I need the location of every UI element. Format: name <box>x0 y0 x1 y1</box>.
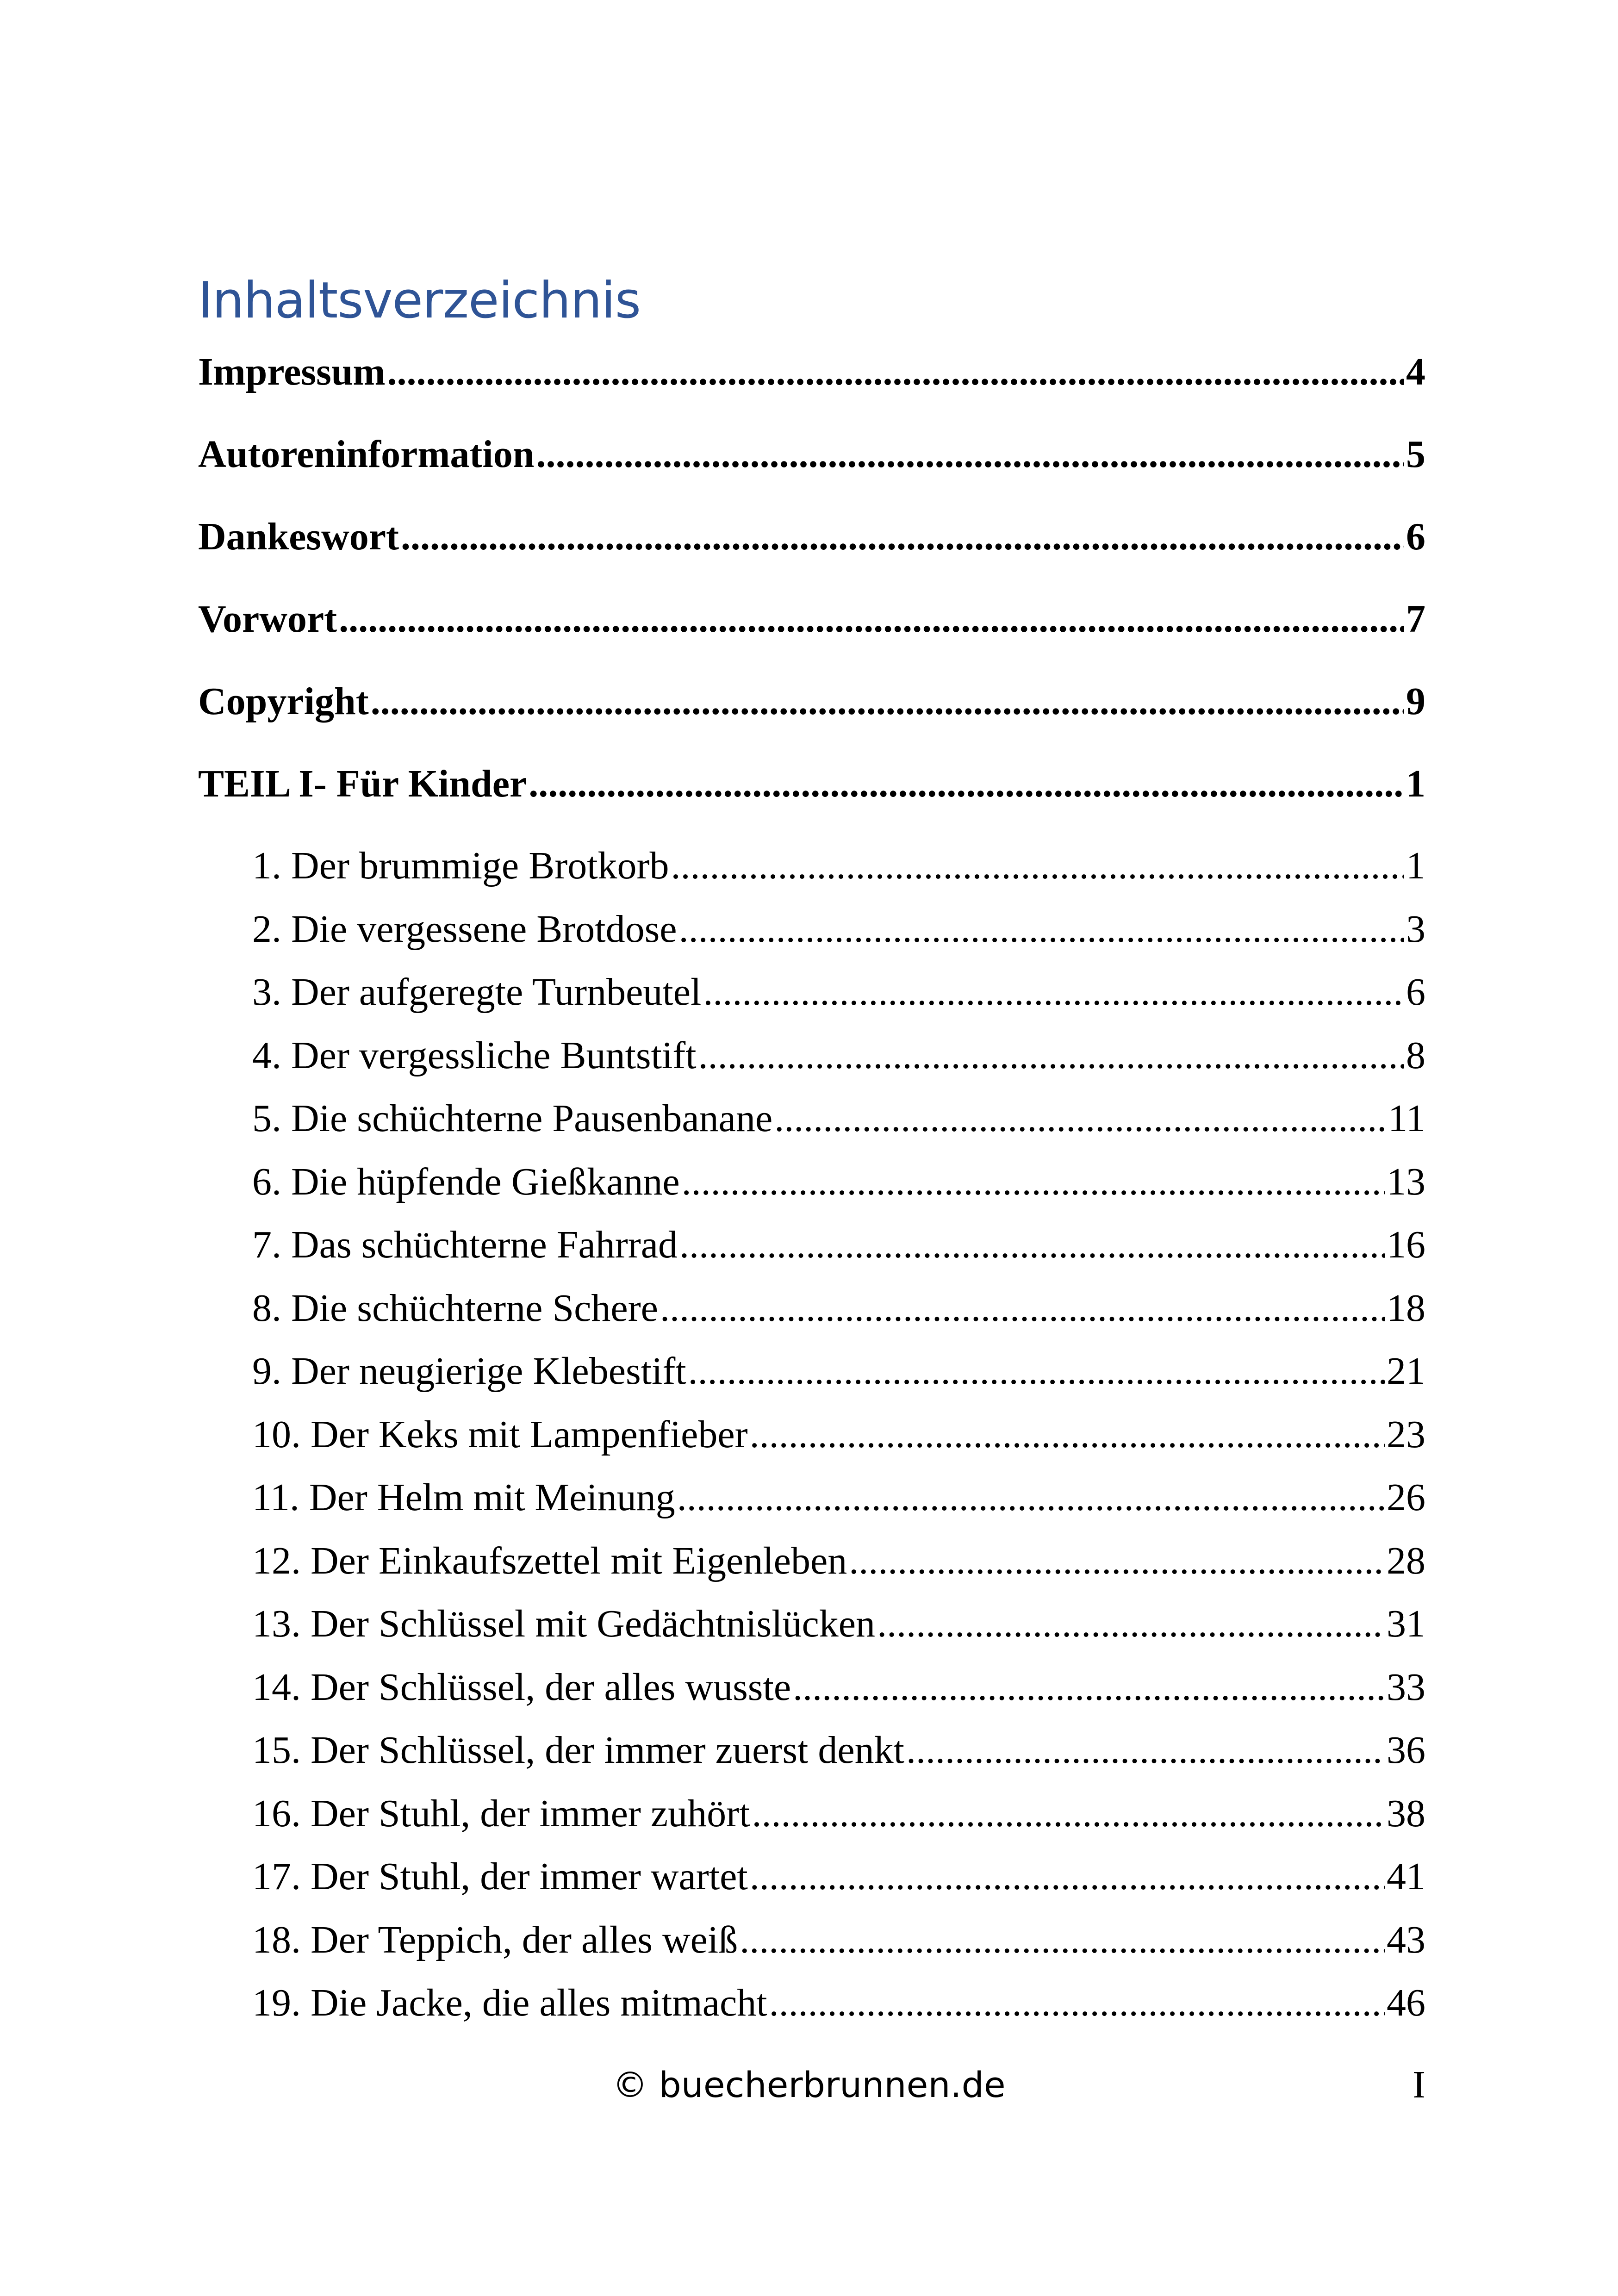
toc-entry-title: Impressum <box>198 350 386 393</box>
toc-subentry[interactable] <box>252 1470 1425 1525</box>
toc-subentry[interactable] <box>252 902 1425 957</box>
toc-entry-page: 5 <box>1406 433 1425 476</box>
toc-subentry[interactable] <box>252 1533 1425 1589</box>
dot-leader <box>387 344 1405 400</box>
toc-entry[interactable] <box>198 756 1425 812</box>
toc-subentry[interactable] <box>252 1596 1425 1652</box>
dot-leader <box>793 1660 1385 1715</box>
toc-subentry-page: 38 <box>1387 1792 1425 1835</box>
toc-subentry-title: 19. Die Jacke, die alles mitmacht <box>252 1981 767 2024</box>
dot-leader <box>682 1154 1385 1210</box>
toc-subentry-title: 16. Der Stuhl, der immer zuhört <box>252 1792 750 1835</box>
dot-leader <box>660 1281 1385 1336</box>
dot-leader <box>849 1533 1385 1589</box>
toc-subentry-page: 13 <box>1387 1160 1425 1203</box>
toc-subentry[interactable] <box>252 838 1425 894</box>
toc-subentry-page: 31 <box>1387 1602 1425 1645</box>
toc-subentry-title: 2. Die vergessene Brotdose <box>252 908 677 951</box>
toc-subentry-page: 16 <box>1387 1223 1425 1266</box>
toc-subentry-title: 10. Der Keks mit Lampenfieber <box>252 1413 748 1456</box>
toc-subentry-title: 6. Die hüpfende Gießkanne <box>252 1160 680 1203</box>
dot-leader <box>679 1217 1385 1273</box>
dot-leader <box>371 674 1404 729</box>
toc-entry-title: Vorwort <box>198 597 337 641</box>
toc-subentry-page: 43 <box>1387 1918 1425 1961</box>
toc-subentry-page: 23 <box>1387 1413 1425 1456</box>
toc-subentry-title: 7. Das schüchterne Fahrrad <box>252 1223 678 1266</box>
toc-entry-page: 4 <box>1406 350 1425 393</box>
dot-leader <box>906 1723 1385 1778</box>
toc-entry-title: Dankeswort <box>198 515 399 558</box>
toc-entry-page: 7 <box>1406 597 1425 641</box>
dot-leader <box>536 427 1404 482</box>
toc-subentry-title: 3. Der aufgeregte Turnbeutel <box>252 971 702 1014</box>
dot-leader <box>769 1975 1385 2031</box>
toc-subentry-title: 4. Der vergessliche Buntstift <box>252 1034 697 1077</box>
toc-subentry-page: 18 <box>1387 1287 1425 1330</box>
toc-subentry-title: 5. Die schüchterne Pausenbanane <box>252 1097 773 1140</box>
toc-entry-page: 1 <box>1406 762 1425 805</box>
dot-leader <box>774 1091 1386 1146</box>
dot-leader <box>698 1028 1404 1083</box>
dot-leader <box>877 1596 1385 1652</box>
toc-subentry-page: 26 <box>1387 1476 1425 1519</box>
toc-subentry[interactable] <box>252 1217 1425 1273</box>
toc-subentry[interactable] <box>252 1975 1425 2031</box>
dot-leader <box>671 838 1405 894</box>
dot-leader <box>740 1912 1385 1968</box>
dot-leader <box>677 1470 1385 1525</box>
toc-entry-title: Copyright <box>198 680 369 723</box>
toc-subentry-page: 33 <box>1387 1666 1425 1709</box>
dot-leader <box>529 756 1404 812</box>
footer-copyright: © buecherbrunnen.de <box>612 2064 1006 2105</box>
dot-leader <box>688 1344 1385 1399</box>
toc-subentry[interactable] <box>252 1028 1425 1083</box>
toc-subentry[interactable] <box>252 1344 1425 1399</box>
dot-leader <box>339 591 1404 647</box>
toc-subentry[interactable] <box>252 1912 1425 1968</box>
toc-subentry[interactable] <box>252 1091 1425 1146</box>
toc-subentry-title: 15. Der Schlüssel, der immer zuerst denkt <box>252 1729 904 1772</box>
toc-subentry-page: 36 <box>1387 1729 1425 1772</box>
toc-entry-title: Autoreninformation <box>198 433 535 476</box>
toc-subentry-page: 11 <box>1388 1097 1425 1140</box>
toc-subentry-page: 41 <box>1387 1855 1425 1898</box>
toc-entry[interactable] <box>198 674 1425 729</box>
toc-subentry-page: 1 <box>1406 844 1425 887</box>
toc-subentry[interactable] <box>252 1154 1425 1210</box>
toc-entry[interactable] <box>198 344 1425 400</box>
toc-subentry-page: 8 <box>1406 1034 1425 1077</box>
toc-subentry-page: 21 <box>1387 1350 1425 1393</box>
dot-leader <box>703 964 1404 1020</box>
toc-subentry-title: 11. Der Helm mit Meinung <box>252 1476 675 1519</box>
toc-subentry[interactable] <box>252 1660 1425 1715</box>
toc-subentry-title: 13. Der Schlüssel mit Gedächtnislücken <box>252 1602 876 1645</box>
toc-entry[interactable] <box>198 509 1425 565</box>
dot-leader <box>750 1407 1385 1462</box>
toc-subentry-page: 6 <box>1406 971 1425 1014</box>
toc-subentry-title: 8. Die schüchterne Schere <box>252 1287 658 1330</box>
toc-subentry[interactable] <box>252 964 1425 1020</box>
toc-subentry-title: 17. Der Stuhl, der immer wartet <box>252 1855 748 1898</box>
toc-subentry-page: 46 <box>1387 1981 1425 2024</box>
toc-subentry-page: 3 <box>1406 908 1425 951</box>
toc-heading: Inhaltsverzeichnis <box>198 272 641 330</box>
toc-subentry[interactable] <box>252 1849 1425 1904</box>
dot-leader <box>752 1786 1385 1842</box>
dot-leader <box>679 902 1404 957</box>
toc-entry-title: TEIL I- Für Kinder <box>198 762 527 805</box>
toc-subentry-title: 18. Der Teppich, der alles weiß <box>252 1918 738 1961</box>
toc-subentry[interactable] <box>252 1281 1425 1336</box>
dot-leader <box>401 509 1404 565</box>
toc-subentry-title: 14. Der Schlüssel, der alles wusste <box>252 1666 791 1709</box>
dot-leader <box>750 1849 1385 1904</box>
toc-entry-page: 9 <box>1406 680 1425 723</box>
toc-subentry[interactable] <box>252 1407 1425 1462</box>
toc-subentry[interactable] <box>252 1786 1425 1842</box>
footer-page-number: I <box>1413 2063 1425 2106</box>
toc-subentry-title: 1. Der brummige Brotkorb <box>252 844 669 887</box>
toc-subentry-title: 9. Der neugierige Klebestift <box>252 1350 686 1393</box>
toc-subentry-page: 28 <box>1387 1539 1425 1582</box>
toc-entry[interactable] <box>198 427 1425 482</box>
toc-entry-page: 6 <box>1406 515 1425 558</box>
toc-entry[interactable] <box>198 591 1425 647</box>
toc-subentry-title: 12. Der Einkaufszettel mit Eigenleben <box>252 1539 847 1582</box>
toc-subentry[interactable] <box>252 1723 1425 1778</box>
